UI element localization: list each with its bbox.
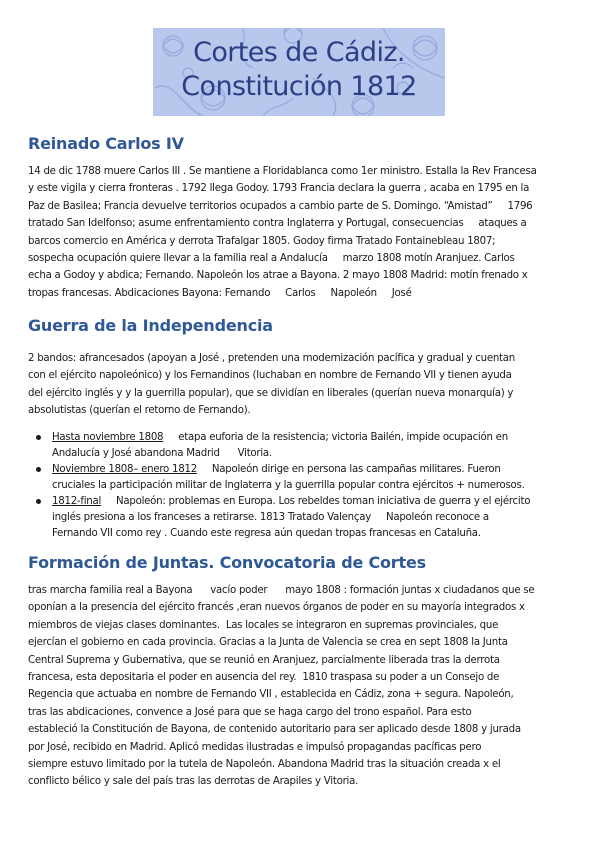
paragraph-line: tras marcha familia real a Bayona vacío poder mayo 1808 : formación juntas x ciudadanos que se: [28, 585, 535, 596]
paragraph-line: miembros de viejas clases dominantes. Las locales se integraron en supremas provinciales, que: [28, 619, 499, 631]
paragraph-line: 2 bandos: afrancesados (apoyan a José , pretenden una modernización pacífica y gradual y cuentan: [28, 353, 516, 364]
section-paragraph-juntas: [28, 582, 574, 791]
bullet-label: Hasta noviembre 1808: [52, 432, 164, 443]
bullet-text: Napoleón: problemas en Europa. Los rebeldes toman iniciativa de guerra y el ejército: [101, 496, 531, 508]
bullet-text: Napoleón dirige en persona las campañas militares. Fueron: [196, 464, 501, 476]
paragraph-line: Central Suprema y Gubernativa, que se reunió en Aranjuez, parcialmente liberada tras la derrota: [28, 654, 500, 666]
paragraph-line: del ejército inglés y y la guerrilla popular), que se dividían en liberales (querían nueva monarquía) y: [28, 387, 514, 399]
bullet-text: Andalucía y José abandona Madrid Vitoria.: [52, 447, 272, 459]
paragraph-line: conflicto bélico y sale del país tras las derrotas de Arapiles y Vitoria.: [28, 776, 359, 788]
section-paragraph-guerra: [28, 350, 574, 420]
section-heading-juntas: Formación de Juntas. Convocatoria de Cortes: [28, 553, 426, 572]
paragraph-line: oponían a la presencia del ejército francés ,eran nuevos órganos de poder en su mayoría integrados x: [28, 602, 525, 614]
paragraph-line: barcos comercio en América y derrota Trafalgar 1805. Godoy firma Tratado Fontainebleau 1807;: [28, 235, 496, 247]
paragraph-line: estableció la Constitución de Bayona, de contenido autoritario para ser aplicado desde 1808 y jurada: [28, 724, 521, 736]
bullet-list-guerra: [28, 430, 574, 542]
banner-title-line-2: Constitución 1812: [181, 71, 417, 102]
section-paragraph-reinado: [28, 163, 574, 302]
paragraph-line: sospecha ocupación quiere llevar a la familia real a Andalucía marzo 1808 motín Aranjuez. Carlos: [28, 253, 515, 265]
paragraph-line: siempre estuvo limitado por la tutela de Napoleón. Abandona Madrid tras la situación creada x el: [28, 759, 501, 771]
section-heading-reinado: Reinado Carlos IV: [28, 134, 184, 153]
paragraph-line: tropas francesas. Abdicaciones Bayona: Fernando Carlos Napoleón José: [28, 287, 412, 299]
bullet-label: Noviembre 1808– enero 1812: [52, 464, 197, 476]
bullet-text: cruciales la participación militar de Inglaterra y la guerrilla popular contra ejércitos + numerosos.: [52, 479, 525, 491]
paragraph-line: ejercían el gobierno en cada provincia. Gracias a la Junta de Valencia se crea en sept 1808 la Junta: [28, 637, 508, 649]
paragraph-line: por José, recibido en Madrid. Aplicó medidas ilustradas e impulsó propagandas pacíficas pero: [28, 741, 482, 753]
bullet-text: etapa euforia de la resistencia; victoria Bailén, impide ocupación en: [163, 432, 508, 443]
list-item: [28, 462, 574, 493]
list-item: [28, 430, 574, 461]
paragraph-line: francesa, esta depositaria el poder en ausencia del rey. 1810 traspasa su poder a un Consejo de: [28, 672, 500, 684]
bullet-dot-icon: [36, 435, 41, 440]
bullet-label: 1812-final: [52, 496, 102, 508]
list-item: [28, 494, 574, 541]
paragraph-line: Regencia que actuaba en nombre de Fernando VII , establecida en Cádiz, zona + segura. Napoleón,: [28, 689, 514, 701]
paragraph-line: con el ejército napoleónico) y los Fernandinos (luchaban en nombre de Fernando VII y tienen ayuda: [28, 370, 512, 382]
paragraph-line: echa a Godoy y abdica; Fernando. Napoleón los atrae a Bayona. 2 mayo 1808 Madrid: motín frenado x: [28, 270, 528, 282]
paragraph-line: tratado San Idelfonso; asume enfrentamiento contra Inglaterra y Portugal, consecuencias ataques a: [28, 218, 527, 230]
bullet-text: Fernando VII como rey . Cuando este regresa aún quedan tropas francesas en Cataluña.: [52, 527, 481, 539]
bullet-text: inglés presiona a los franceses a retirarse. 1813 Tratado Valençay Napoleón reconoce a: [52, 511, 489, 523]
paragraph-line: Paz de Basilea; Francia devuelve territorios ocupados a cambio parte de S. Domingo. “Amistad” 1796: [28, 200, 533, 212]
paragraph-line: 14 de dic 1788 muere Carlos III . Se mantiene a Floridablanca como 1er ministro. Estalla la Rev Francesa: [28, 166, 537, 177]
section-heading-guerra: Guerra de la Independencia: [28, 316, 273, 335]
paragraph-line: tras las abdicaciones, convence a José para que se haga cargo del trono español. Para esto: [28, 706, 472, 718]
bullet-dot-icon: [36, 467, 41, 472]
paragraph-line: absolutistas (querían el retorno de Fernando).: [28, 405, 251, 417]
banner-title-line-1: Cortes de Cádiz.: [193, 37, 405, 68]
title-banner: [153, 28, 445, 116]
paragraph-line: y este vigila y cierra fronteras . 1792 llega Godoy. 1793 Francia declara la guerra , acaba en 1795 en la: [28, 183, 530, 195]
bullet-dot-icon: [36, 499, 41, 504]
